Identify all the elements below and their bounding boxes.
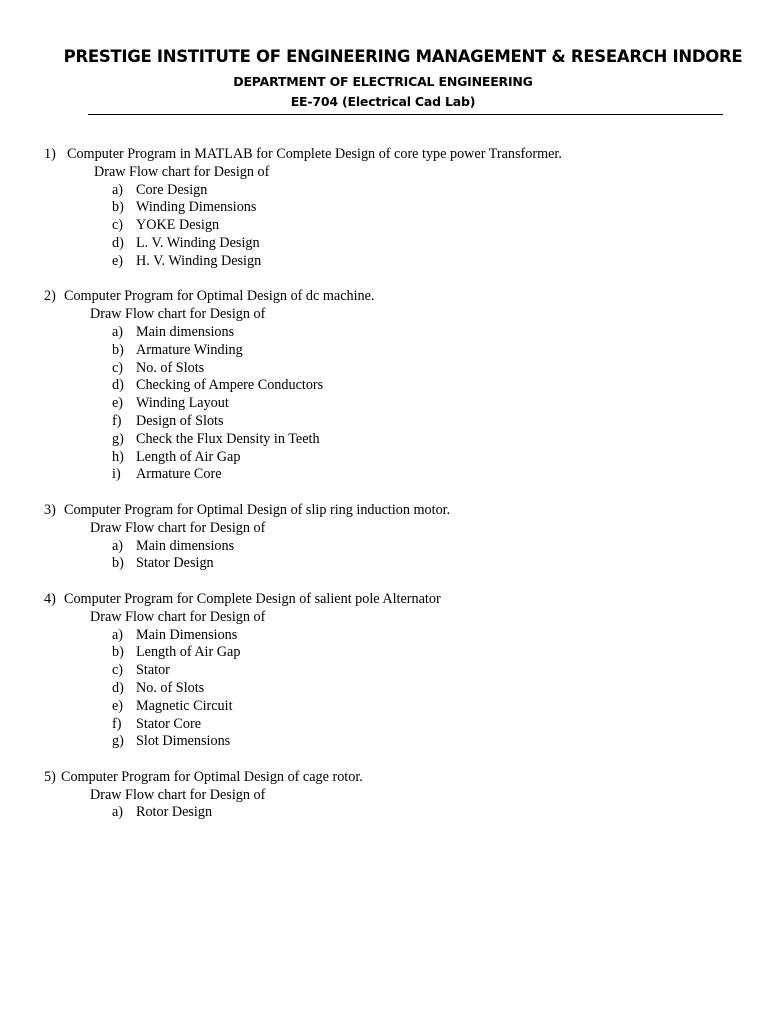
list-item: [0, 449, 768, 467]
question-line: [0, 146, 768, 164]
list-item: [0, 235, 768, 253]
list-item-letter: g): [112, 430, 124, 447]
list-item: [0, 804, 768, 822]
list-item: [0, 431, 768, 449]
list-item-letter: b): [112, 644, 124, 661]
list-item: [0, 182, 768, 200]
list-item: [0, 199, 768, 217]
course-title: EE-704 (Electrical Cad Lab): [290, 94, 476, 109]
question-number: 2): [44, 288, 56, 305]
list-item: [0, 466, 768, 484]
list-item: [0, 627, 768, 645]
question-text: Computer Program in MATLAB for Complete Design of core type power Transformer.: [67, 146, 562, 162]
list-item-text: Winding Dimensions: [136, 199, 257, 216]
list-item-letter: b): [112, 341, 124, 358]
list-item-text: Checking of Ampere Conductors: [136, 377, 324, 394]
list-item-letter: b): [112, 555, 124, 572]
question-text: Computer Program for Optimal Design of slip ring induction motor.: [64, 501, 451, 518]
question-4: [0, 591, 768, 751]
list-item: [0, 413, 768, 431]
list-item: [0, 662, 768, 680]
list-item: [0, 680, 768, 698]
list-item-letter: c): [112, 662, 124, 679]
list-item-letter: e): [112, 395, 124, 412]
list-item-text: Stator: [136, 662, 170, 679]
list-item-text: Length of Air Gap: [136, 644, 241, 661]
list-item-text: Design of Slots: [136, 412, 224, 429]
flowchart-instruction-text: Draw Flow chart for Design of: [90, 608, 266, 625]
question-line: [0, 502, 768, 520]
list-item-text: No. of Slots: [136, 359, 205, 376]
question-number: 3): [44, 501, 56, 518]
list-item: [0, 324, 768, 342]
question-number: 4): [44, 590, 56, 607]
list-item: [0, 698, 768, 716]
institute-title: PRESTIGE INSTITUTE OF ENGINEERING MANAGEMENT & RESEARCH INDORE: [63, 47, 743, 66]
question-line: [0, 288, 768, 306]
list-item-text: Armature Winding: [136, 341, 243, 358]
question-2: [0, 288, 768, 484]
list-item-letter: d): [112, 679, 124, 696]
flowchart-instruction: [0, 306, 768, 324]
list-item-letter: i): [112, 466, 121, 483]
question-line: [0, 591, 768, 609]
list-item-text: Winding Layout: [136, 395, 229, 412]
question-list: [0, 146, 768, 840]
list-item-letter: a): [112, 181, 124, 198]
list-item: [0, 716, 768, 734]
list-item-text: Slot Dimensions: [136, 733, 231, 750]
list-item-text: Main dimensions: [136, 323, 235, 340]
list-item: [0, 377, 768, 395]
list-item-text: Stator Core: [136, 715, 202, 732]
list-item-text: Main dimensions: [136, 537, 235, 554]
list-item-text: Rotor Design: [136, 804, 213, 821]
flowchart-instruction-text: Draw Flow chart for Design of: [90, 306, 266, 323]
list-item-letter: a): [112, 626, 124, 643]
list-item: [0, 342, 768, 360]
list-item-letter: g): [112, 733, 124, 750]
list-item-text: Length of Air Gap: [136, 448, 241, 465]
list-item-letter: a): [112, 804, 124, 821]
question-number: 1): [44, 146, 56, 162]
question-3: [0, 502, 768, 573]
list-item: [0, 395, 768, 413]
list-item-text: Main Dimensions: [136, 626, 238, 643]
question-5: [0, 769, 768, 822]
list-item-letter: b): [112, 199, 124, 216]
flowchart-instruction: [0, 787, 768, 805]
flowchart-instruction-text: Draw Flow chart for Design of: [90, 786, 266, 803]
question-text: Computer Program for Optimal Design of dc machine.: [64, 288, 375, 305]
flowchart-instruction: [0, 609, 768, 627]
list-item-letter: h): [112, 448, 124, 465]
question-text: Computer Program for Optimal Design of cage rotor.: [61, 768, 363, 785]
list-item-letter: d): [112, 234, 124, 251]
list-item-letter: a): [112, 537, 124, 554]
list-item-letter: c): [112, 359, 124, 376]
list-item-letter: e): [112, 697, 124, 714]
list-item-letter: c): [112, 217, 124, 234]
list-item-letter: e): [112, 252, 124, 269]
flowchart-instruction-text: Draw Flow chart for Design of: [90, 519, 266, 536]
list-item-text: Armature Core: [136, 466, 222, 483]
header-divider: [88, 114, 723, 115]
list-item-text: Magnetic Circuit: [136, 697, 233, 714]
list-item-letter: f): [112, 715, 122, 732]
list-item-text: Check the Flux Density in Teeth: [136, 430, 320, 447]
question-number: 5): [44, 768, 56, 785]
flowchart-instruction: [0, 164, 768, 182]
list-item: [0, 555, 768, 573]
list-item-text: No. of Slots: [136, 679, 205, 696]
department-title: DEPARTMENT OF ELECTRICAL ENGINEERING: [233, 74, 533, 89]
question-line: [0, 769, 768, 787]
list-item-letter: a): [112, 323, 124, 340]
flowchart-instruction-text: Draw Flow chart for Design of: [94, 163, 270, 180]
list-item-text: YOKE Design: [136, 217, 220, 234]
list-item-text: H. V. Winding Design: [136, 252, 262, 269]
list-item: [0, 253, 768, 271]
list-item-letter: d): [112, 377, 124, 394]
question-1: [0, 146, 768, 271]
list-item: [0, 538, 768, 556]
list-item: [0, 360, 768, 378]
list-item-text: Stator Design: [136, 555, 214, 572]
question-text: Computer Program for Complete Design of salient pole Alternator: [64, 590, 441, 607]
list-item-text: Core Design: [136, 181, 208, 198]
list-item-text: L. V. Winding Design: [136, 234, 260, 251]
list-item-letter: f): [112, 412, 122, 429]
list-item: [0, 733, 768, 751]
list-item: [0, 217, 768, 235]
flowchart-instruction: [0, 520, 768, 538]
list-item: [0, 644, 768, 662]
